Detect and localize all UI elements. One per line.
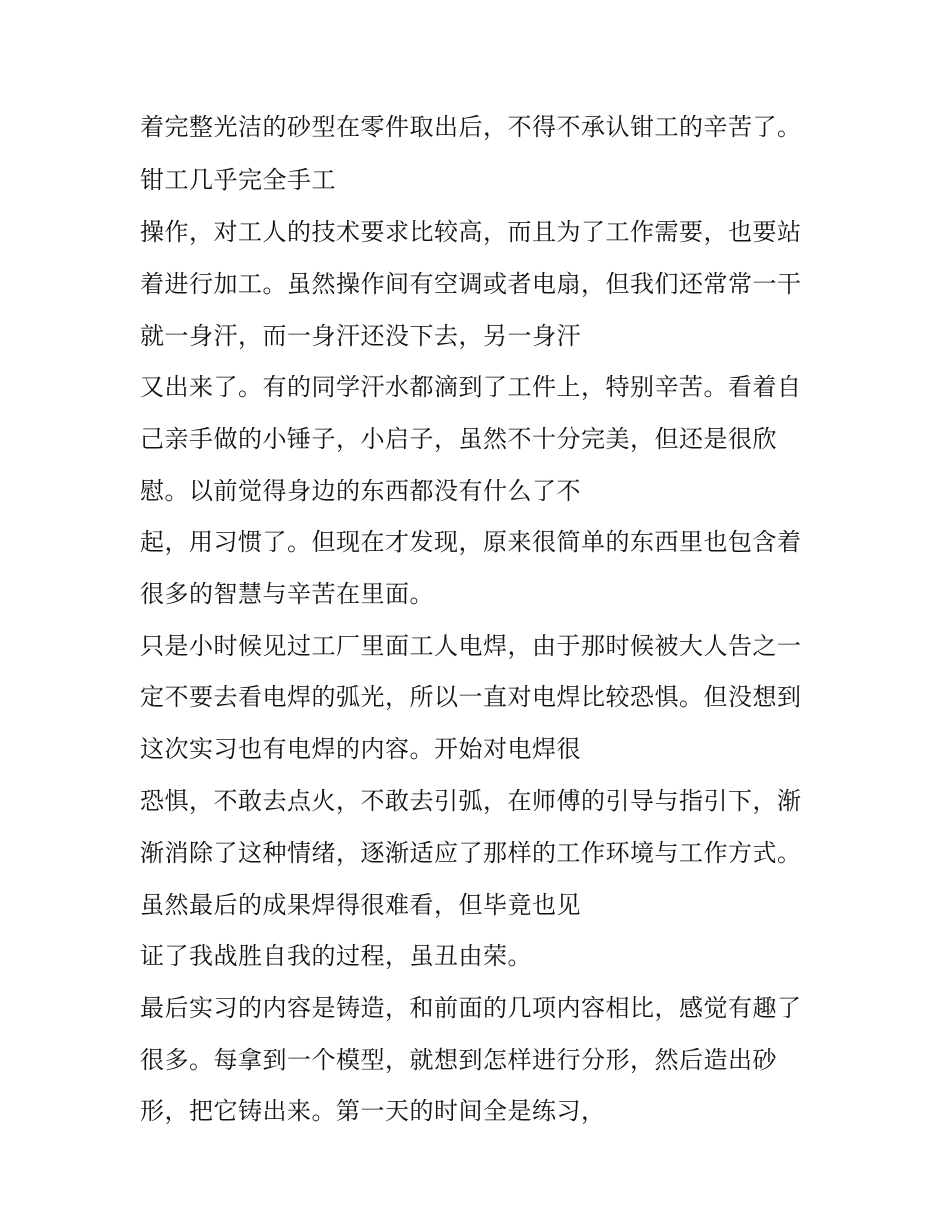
text-line: 慰。以前觉得身边的东西都没有什么了不 (140, 477, 581, 505)
text-line: 又出来了。有的同学汗水都滴到了工件上，特别辛苦。看着自 (140, 373, 802, 401)
text-line: 钳工几乎完全手工 (140, 166, 336, 194)
text-line: 虽然最后的成果焊得很难看，但毕竟也见 (140, 891, 581, 919)
text-line: 这次实习也有电焊的内容。开始对电焊很 (140, 735, 581, 763)
text-line: 着完整光洁的砂型在零件取出后，不得不承认钳工的辛苦了。 (140, 113, 802, 141)
text-line: 着进行加工。虽然操作间有空调或者电扇，但我们还常常一干 (140, 270, 802, 298)
text-line: 起，用习惯了。但现在才发现，原来很简单的东西里也包含着 (140, 528, 802, 556)
text-line: 形，把它铸出来。第一天的时间全是练习， (140, 1097, 606, 1125)
text-line: 就一身汗，而一身汗还没下去，另一身汗 (140, 322, 581, 350)
text-line: 操作，对工人的技术要求比较高，而且为了工作需要，也要站 (140, 218, 802, 246)
text-line: 渐消除了这种情绪，逐渐适应了那样的工作环境与工作方式。 (140, 839, 802, 867)
text-line: 己亲手做的小锤子，小启子，虽然不十分完美，但还是很欣 (140, 425, 777, 453)
text-line: 最后实习的内容是铸造，和前面的几项内容相比，感觉有趣了 (140, 994, 802, 1022)
text-line: 很多。每拿到一个模型，就想到怎样进行分形，然后造出砂 (140, 1046, 777, 1074)
text-line: 很多的智慧与辛苦在里面。 (140, 580, 434, 608)
text-line: 只是小时候见过工厂里面工人电焊，由于那时候被大人告之一 (140, 632, 802, 660)
text-line: 证了我战胜自我的过程，虽丑由荣。 (140, 942, 532, 970)
text-line: 定不要去看电焊的弧光，所以一直对电焊比较恐惧。但没想到 (140, 683, 802, 711)
text-line: 恐惧，不敢去点火，不敢去引弧，在师傅的引导与指引下，渐 (140, 787, 802, 815)
